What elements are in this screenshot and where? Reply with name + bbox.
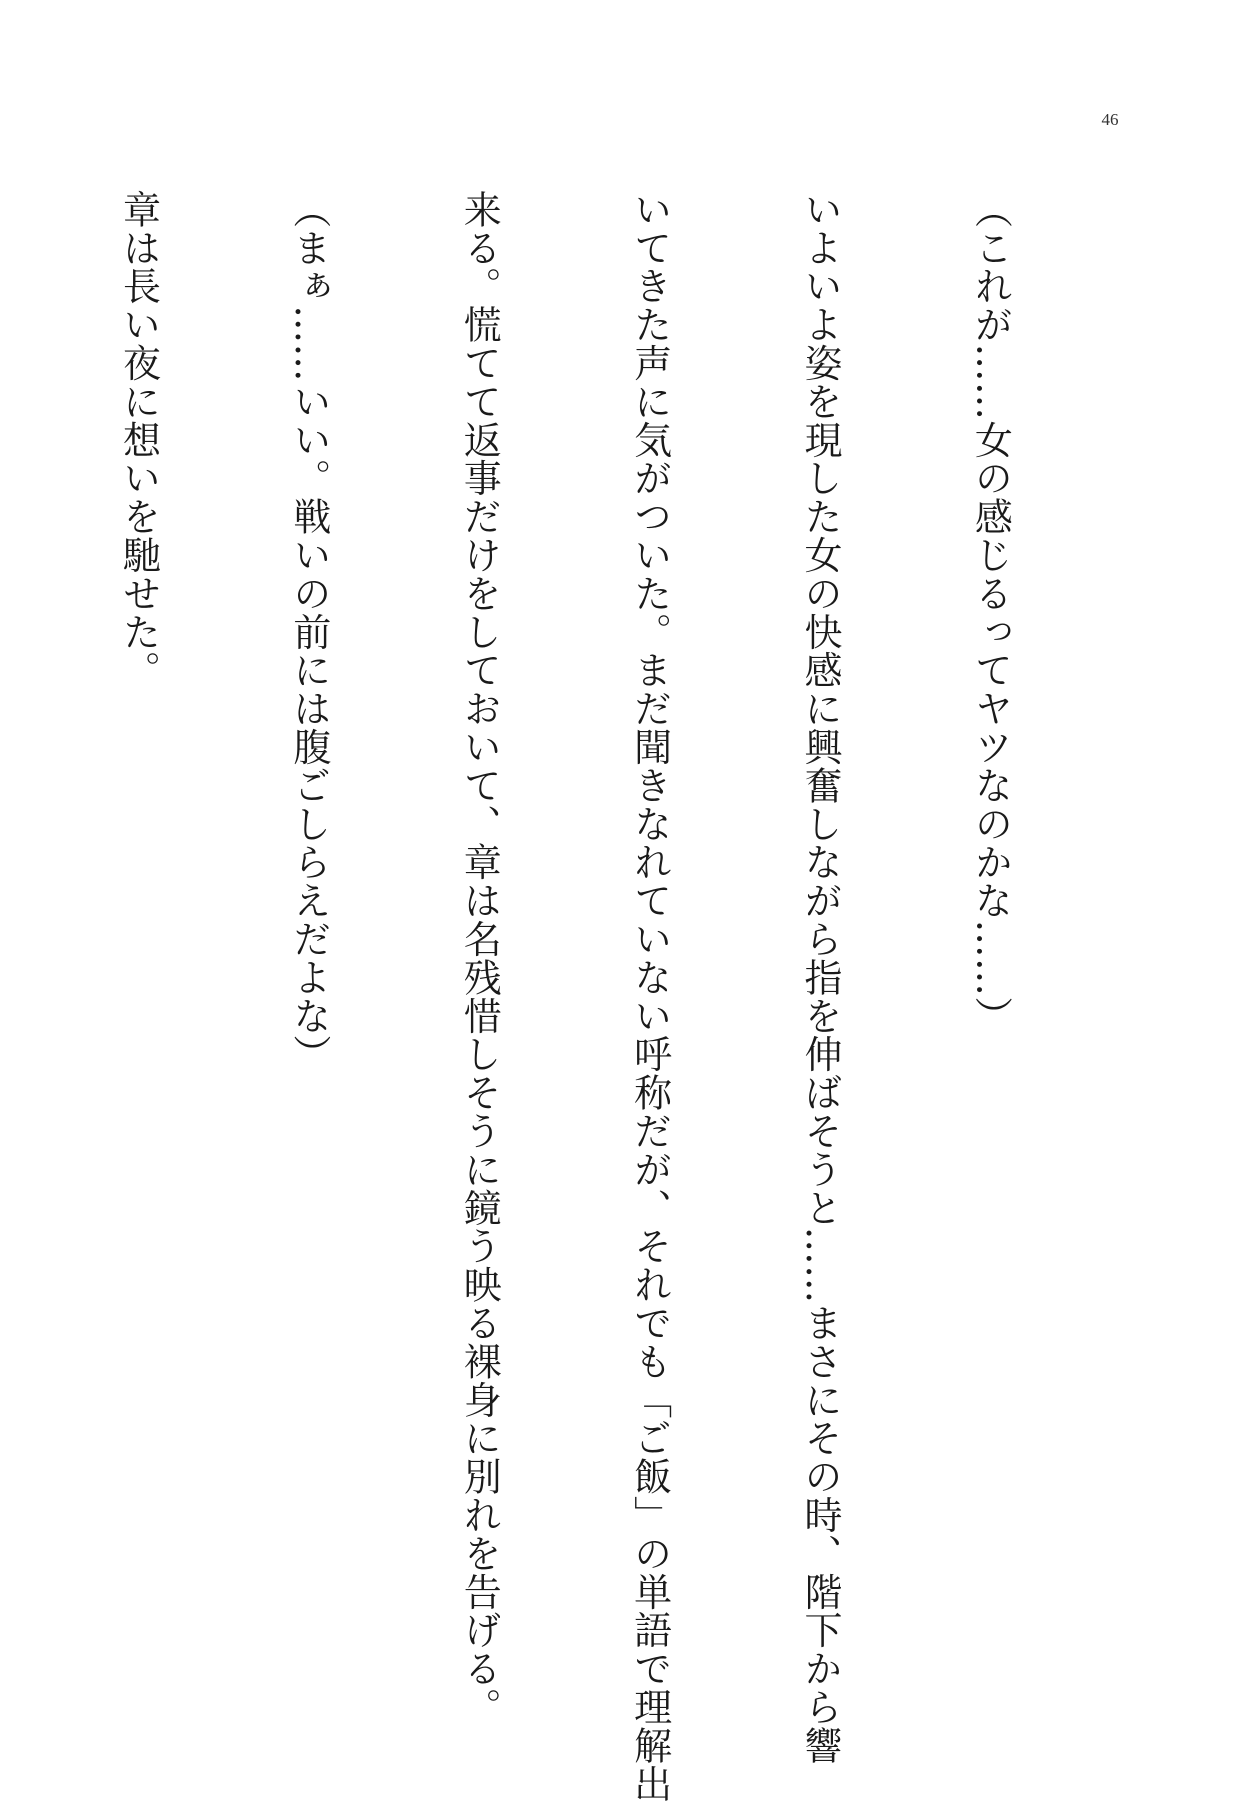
text-line: 章は長い夜に想いを馳せた。 [116, 190, 161, 690]
text-line: （これが……女の感じるってヤツなのかな……） [968, 190, 1013, 1035]
text-line: （まぁ……いい。戦いの前には腹ごしらえだよな） [286, 190, 331, 1074]
page-number: 46 [1101, 110, 1119, 129]
text-line: 来る。慌てて返事だけをしておいて、章は名残惜しそうに鏡う映る裸身に別れを告げる。 [457, 190, 502, 1727]
vertical-text-body [116, 190, 1132, 1803]
text-line: いよいよ姿を現した女の快感に興奮しながら指を伸ばそうと……まさにその時、階下から響 [798, 190, 843, 1765]
text-line: いてきた声に気がついた。まだ聞きなれていない呼称だが、それでも「ご飯」の単語で理解出 [627, 190, 672, 1803]
